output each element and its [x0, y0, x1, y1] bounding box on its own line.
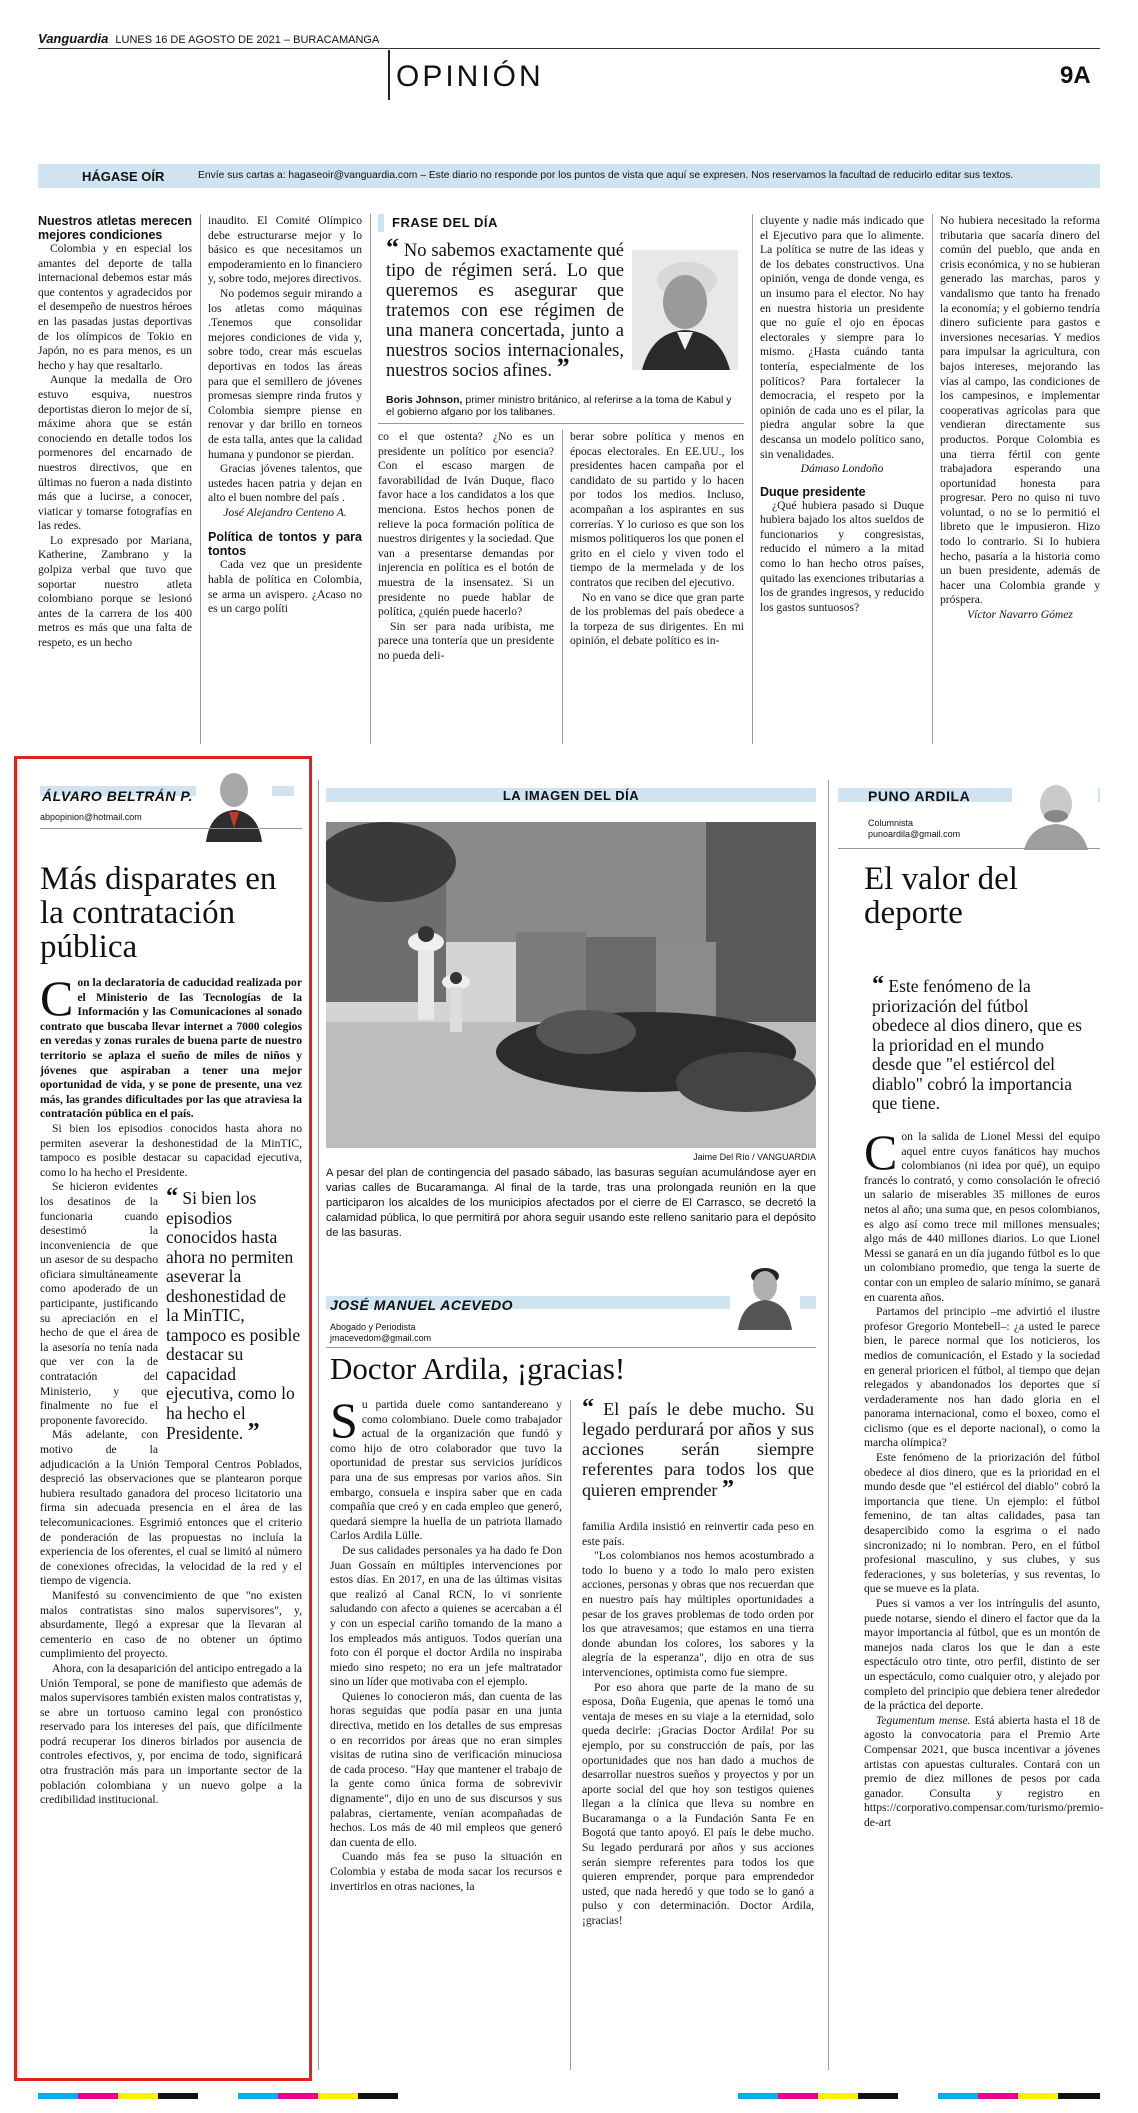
boris-johnson-photo	[632, 250, 738, 370]
letters-bar	[38, 164, 1100, 188]
ardila-byline: Columnista punoardila@gmail.com	[868, 818, 961, 839]
beltran-email[interactable]: abpopinion@hotmail.com	[40, 812, 142, 822]
ardila-email[interactable]: punoardila@gmail.com	[868, 829, 961, 839]
frase-quote: “ No sabemos exactamente qué tipo de régimen será. Lo que queremos es asegurar que tratemos con ese régimen de una manera concertada, junto a nuestros socios internacionales, nuestros socios afines. ”	[386, 233, 624, 382]
open-quote-icon: “	[872, 972, 884, 998]
color-registration-bar	[38, 2093, 1100, 2101]
letter-col-4: berar sobre política y menos en épocas electorales. En EE.UU., los presidentes hacen campaña por el candidato de su partido y lo hacen por todos los medios. Incluso, acompañan a los aspirantes en sus correrías. Y lo curioso es que son los mismos politiqueros los que ponen el grito en el cielo y viven todo el tiempo de la mermelada y de los contratos que reciben del ejecutivo. No en vano se dice que gran parte de los problemas del país obedece a la torpeza de sus dirigentes. En mi opinión, el debate político es in-	[570, 430, 744, 648]
acevedo-author: JOSÉ MANUEL ACEVEDO	[330, 1297, 513, 1313]
beltran-photo	[196, 766, 272, 842]
beltran-dropcap: C	[40, 970, 74, 1026]
beltran-headline: Más disparates en la contratación pública	[40, 861, 277, 965]
photo-credit: Jaime Del Río / VANGUARDIA	[693, 1152, 816, 1162]
letter-title-2: Política de tontos y para tontos	[208, 530, 362, 559]
acevedo-headline: Doctor Ardila, ¡gracias!	[330, 1351, 626, 1386]
acevedo-photo	[730, 1260, 800, 1330]
ardila-headline: El valor del deporte	[864, 861, 1018, 931]
frase-attribution: Boris Johnson, primer ministro británico, al referirse a la toma de Kabul y el gobierno afgano por los talibanes.	[386, 394, 732, 418]
letter-col-6: No hubiera necesitado la reforma tributaria que sacaría dinero del común del pueblo, que anda en crisis económica, y no se hubieran generado las marchas, paros y vandalismo que tanto ha frenado la economía; y el gobierno tendría dinero suficiente para gastos e inversiones necesarias. Y medios para impulsar la agricultura, con bajos intereses, mejorando las vías al campo, las condiciones de los campesinos, e implementar cooperativas agrícolas para que vendieran directamente sus productos. Porque Colombia es una tierra fértil con gente trabajadora esperando una oportunidad honesta para progresar. Pero no quiso ni tuvo voluntad, o no se lo permitió el libreto que le impusieron. Hizo todo lo contrario. Si lo hubiera hecho, pasaría a la historia como un buen presidente, además de hacer una Colombia grande y próspera. Víctor Navarro Gómez	[940, 214, 1100, 622]
imagen-label: LA IMAGEN DEL DÍA	[502, 788, 640, 803]
letter-col-3: co el que ostenta? ¿No es un presidente un político por esencia? Con el escaso margen de favorabilidad de Iván Duque, flaco favor hace a los candidatos a los que menciona. Estos hechos ponen de relieve la poca formación política de nuestros dirigentes y la sociedad. Que van a presentarse demandas por injerencia en política es el botón de muestra de la insensatez. Si un presidente no puede hablar de política, ¿quién puede hacerlo? Sin ser para nada uribista, me parece una tontería que un presidente no pueda deli-	[378, 430, 554, 662]
close-quote-icon: ”	[247, 1419, 260, 1446]
frase-del-dia-label: FRASE DEL DÍA	[392, 215, 498, 230]
dateline-bar	[38, 31, 379, 46]
ardila-photo	[1012, 774, 1098, 850]
section-title: OPINIÓN	[396, 60, 544, 93]
letter-title-1: Nuestros atletas merecen mejores condiciones	[38, 214, 192, 242]
beltran-author: ÁLVARO BELTRÁN P.	[42, 788, 193, 804]
acevedo-dropcap: S	[330, 1392, 358, 1448]
letter-title-3: Duque presidente	[760, 484, 866, 499]
garbage-street-photo	[326, 822, 816, 1148]
close-quote-icon: ”	[721, 1476, 734, 1502]
close-quote-icon: ”	[556, 353, 570, 382]
letters-bar-text: Envíe sus cartas a: hagaseoir@vanguardia.com – Este diario no responde por los puntos de vista que aquí se expresen. Nos reservamos la facultad de reducirlo editar sus textos.	[198, 170, 1014, 181]
photo-caption: A pesar del plan de contingencia del pasado sábado, las basuras seguían acumulándose ayer en varias calles de Bucaramanga. Al final de la tarde, tras una prolongada reunión en la que participaron los alcaldes de los municipios afectados por el cierre de El Carrasco, se decretó la calamidad pública, lo que permitirá por ahora seguir usando este relleno sanitario para el depósito de las basuras.	[326, 1167, 816, 1239]
acevedo-body-1: S u partida duele como santandereano y como colombiano. Duele como trabajador actual de la organización que fundó y como hijo de otro colaborador que tuvo la oportunidad de prestar sus servicios jurídicos para una de sus empresas por varios años. Sin embargo, consuela e inspira saber que en cada compañía que creó y en cada empleo que generó, quedará siempre la huella de un patriota llamado Carlos Ardila Lülle. De sus calidades personales ya ha dado fe Don Juan Gossaín en múltiples intervenciones por estos días. En 2017, en una de las últimas visitas que realizó al Canal RCN, lo vi sonriente saludando con afecto a quienes se acercaban a él y con un especial cariño tomando de la mano a los empleados más antiguos. Todos querían una foto con él porque el doctor Ardila no inspiraba miedo sino respeto; no era un jefe maltratador sino un líder que motivaba con el ejemplo. Quienes lo conocieron más, dan cuenta de las horas seguidas que podía pasar en una junta directiva, metido en los detalles de sus empresas o en recorridos por áreas que no eran simples visitas de rutina sino de verificación minuciosa de cada proceso. "Hay que mantener el trabajo de la gente como única forma de sobrevivir dignamente", dijo en uno de sus discursos y sus palabras, ciertamente, venían acompañadas de hechos. Los más de 40 mil empleos que generó dan cuenta de ello. Cuando más fea se puso la situación en Colombia y estaba de moda sacar los recursos e invertirlos en otras naciones, la	[330, 1392, 562, 1893]
letter-col-1: Nuestros atletas merecen mejores condiciones Colombia y en especial los amantes del deporte de talla internacional debemos estar más que contentos y agradecidos por el desempeño de nuestros héroes en las pasadas justas deportivas de los olímpicos de Tokio en Japón, no es para menos, es un hecho y hay que resaltarlo. Aunque la medalla de Oro estuvo esquiva, nuestros deportistas dieron lo mejor de sí, máxime ahora que se están conociendo en detalle todos los pormenores del encarnado de nuestros directivos, que en últimas no fueron a nada distinto más que a lucirse, a conocer, viaticar y tomarse fotografías en las redes. Lo expresado por Mariana, Katherine, Zambrano y la golpiza verbal que tuvo que soportar nuestro atleta colombiano porque se lesionó antes de la carrera de los 400 metros es más que una falta de respeto, es un hecho	[38, 214, 192, 650]
frase-del-dia-box	[378, 214, 744, 418]
beltran-pullquote: “ Si bien los episodios conocidos hasta ahora no permiten aseverar la deshonestidad de la MinTIC, tampoco es posible destacar su capacidad ejecutiva, como lo ha hecho el Presidente. ”	[166, 1184, 301, 1446]
letter-signature: José Alejandro Centeno A.	[223, 505, 347, 519]
beltran-body: C on la declaratoria de caducidad realizada por el Ministerio de las Tecnologías de la Información y las Comunicaciones al sonado contrato que buscaba llevar internet a 7000 colegios en veredas y zonas rurales de buena parte de nuestro territorio se aplaza el sueño de miles de niños y jóvenes que aspiraban a tener una mejor oportunidad de vida, y se pone de presente, una vez más, las grandes dificultades por las que atraviesa la contratación pública en el país. Si bien los episodios conocidos hasta ahora no permiten aseverar la deshonestidad de la MinTIC, tampoco es posible destacar su capacidad ejecutiva, como lo ha hecho el Presidente. “ Si bien los episodios conocidos hasta ahora no permiten aseverar la deshonestidad de la MinTIC, tampoco es posible destacar su capacidad ejecutiva, como lo ha hecho el Presidente. ” Se hicieron evidentes los desatinos de la funcionaria cuando desestimó la inconveniencia de que un asesor de su despacho oficiara simultáneamente como apoderado de un participante, justificando su apreciación en el hecho de que el área de la asesoría no tenía nada que ver con la de contratación del Ministerio, y que finalmente no fue el proponente favorecido. Más adelante, con motivo de la adjudicación a la Unión Temporal Centros Poblados, despreció las observaciones que se plantearon porque hubiera resultado ganadora del proceso licitatorio una firma sin adecuada presencia en el área de las telecomunicaciones. Esgrimió entonces que el criterio de ponderación de las propuestas no incluía la experiencia de los oferentes, el cual se limitó al número de conexiones ofrecidas, la velocidad de la red y el tiempo de vigencia. Manifestó su convencimiento de que "no existen malos contratistas sino malos supervisores", y, absurdamente, llegó a expresar que la llevaran al cementerio en caso de no obtener un óptimo cumplimiento del proyecto. Ahora, con la desaparición del anticipo entregado a la Unión Temporal, se pone de manifiesto que además de malos supervisores también existen malos contratistas y, se abre un tortuoso camino legal con pronóstico reservado para los intereses del país, que difícilmente podrá recuperar los dineros birlados por ausencia de controles efectivos, y, por encima de todo, significará otra frustración más para un importante sector de la población colombiana y un nuevo golpe a la credibilidad institucional.	[40, 970, 302, 1807]
acevedo-body-2: familia Ardila insistió en reinvertir cada peso en este país. "Los colombianos nos hemos acostumbrado a todo lo bueno y a todo lo malo pero existen acciones, personas y obras que nos recuerdan que en nuestro país hay múltiples oportunidades a pesar de los graves problemas de todo orden por los que atravesamos; que estamos en una tierra donde abundan los colores, los sabores y la alegría de la esperanza", dijo en otra de sus intervenciones, optimista como fue siempre. Por eso ahora que parte de la mano de su esposa, Doña Eugenia, que apenas le tomó una ventaja de meses en su viaje a la eternidad, solo queda decirle: ¡Gracias Doctor Ardila! Por su ejemplo, por su construcción de país, por las oportunidades que nos han dado a muchos de desarrollar nuestros sueños y proyectos y por un aporte social del que hoy son testigos quienes llegan a la clínica que lleva su nombre en Bucaramanga o a la Fundación Santa Fe en Bogotá que tanto apoyó. El país le debe mucho. Su legado perdurará por años y sus acciones serán siempre referentes para todos los que quieren emprender, porque para emprendedor usted, que nada heredó y que todo se lo ganó a pulso y con determinación. Doctor Ardila, ¡gracias!	[582, 1520, 814, 1928]
letter-col-5: cluyente y nadie más indicado que el Ejecutivo para que lo alimente. La política se nutre de las ideas y de los debates constructivos. Una opinión, venga de donde venga, es un insumo para el elector. No hay en nuestra historia un presidente que no guíe el ojo en épocas electorales y siempre para lo mismo. ¿Hasta cuándo tanta tontería, especialmente de los políticos? Para fortalecer la democracia, el respeto por la opinión de cada uno es el pilar, la piedra angular sobre la que descansa un modelo político sano, sin venalidades. Dámaso Londoño Duque presidente ¿Qué hubiera pasado si Duque hubiera bajado los altos sueldos de funcionarios y congresistas, reducido el número a la mitad como lo han hecho otros países, quitado las exenciones tributarias a los de grandes ingresos, y reducido los gastos suntuosos?	[760, 214, 924, 614]
letters-bar-label: HÁGASE OÍR	[82, 169, 165, 184]
acevedo-byline: Abogado y Periodista jmacevedom@gmail.com	[330, 1322, 432, 1343]
open-quote-icon: “	[386, 233, 399, 262]
open-quote-icon: “	[582, 1395, 594, 1421]
ardila-dropcap: C	[864, 1124, 898, 1180]
acevedo-pullquote: “ El país le debe mucho. Su legado perdurará por años y sus acciones serán siempre referentes para todos los que quieren emprender ”	[582, 1395, 815, 1502]
ardila-pullquote: “ Este fenómeno de la priorización del fútbol obedece al dios dinero, que es la prioridad en el mundo desde que "el estiércol del diablo" cobró la importancia que tiene.	[872, 972, 1082, 1113]
brand-logo: Vanguardia	[38, 31, 109, 46]
dateline: LUNES 16 DE AGOSTO DE 2021 – BURACAMANGA	[115, 34, 380, 46]
open-quote-icon: “	[166, 1184, 178, 1211]
page-number: 9A	[1060, 62, 1091, 89]
ardila-body: C on la salida de Lionel Messi del equipo aquel entre cuyos fanáticos hay muchos colombianos (ni idea por qué), un equipo francés lo contrató, y como consolación le ofreció un salario de miserables 35 millones de euros netos al año; una suma que, en pesos colombianos, es algo así como trece mil millones mensuales; algo más de 440 millones diarios. Lo que Lionel Messi se ganará en un día jugando fútbol es lo que un colombiano promedio, que tenga la suerte de contar con un empleo de salario mínimo, se ganará en cuarenta años. Partamos del principio –me advirtió el ilustre profesor Gregorio Montebell–: ¿a usted le parece bien, le parece normal que los noticieros, los medios de comunicación, el Estado y la sociedad en general prioricen el fútbol, al tiempo que dejan relegados y abandonados los deportes que sí verdaderamente nos han dado gloria en el panorama internacional, como el boxeo, como el ciclismo (que es el deporte nacional), o como la marcha olímpica? Este fenómeno de la priorización del fútbol obedece al dios dinero, que es la prioridad en el mundo desde que "el estiércol del diablo" cobró la importancia que tiene. Un ejemplo: el fútbol femenino, de tan altas calidades, pasa tan desapercibido como la esgrima o el nado sincronizado; ni lo nombran. Pero, en el fútbol profesional masculino, y sus clubes, y sus federaciones, y sus boleterías, y sus reventas, lo que se mueve es la plata. Pues si vamos a ver los intríngulis del asunto, puede notarse, siendo el dinero el factor que da la mayor importancia al fútbol, que es un montón de manejos nada claros los que le dan a este espectáculo otro tinte, otro perfil, distinto de ser un espectáculo, como cualquier otro, y alejado por completo del principio que debiera tener alrededor de la práctica del deporte. Tegumentum mense. Está abierta hasta el 18 de agosto la convocatoria para el Premio Arte Compensar 2021, que busca incentivar a jóvenes artistas con apuestas culturales. Contará con un premio de diez millones de pesos por cada ganador. Consulta y registro en https://corporativo.compensar.com/turismo/premio-de-art	[864, 1124, 1104, 1829]
letter-col-2: inaudito. El Comité Olímpico debe estructurarse mejor y lo básico es que necesitamos un empoderamiento en lo financiero y, sobre todo, mejores directivos. No podemos seguir mirando a los atletas como máquinas .Tenemos que consolidar mejores condiciones de vida y, sobre todo, crear más escuelas deportivas en todos las áreas para que el semillero de jóvenes promesas siempre rinda frutos y Colombia siempre piense en renovar y dar brillo en torneos de esta talla, antes que la calidad humana y pundonor se pierdan. Gracias jóvenes talentos, que ustedes hacen patria y dejan en alto el buen nombre del país . José Alejandro Centeno A. Política de tontos y para tontos Cada vez que un presidente habla de política en Colombia, se arma un avispero. ¿Acaso no es un cargo políti	[208, 214, 362, 616]
acevedo-email[interactable]: jmacevedom@gmail.com	[330, 1333, 432, 1343]
ardila-author: PUNO ARDILA	[868, 788, 971, 804]
